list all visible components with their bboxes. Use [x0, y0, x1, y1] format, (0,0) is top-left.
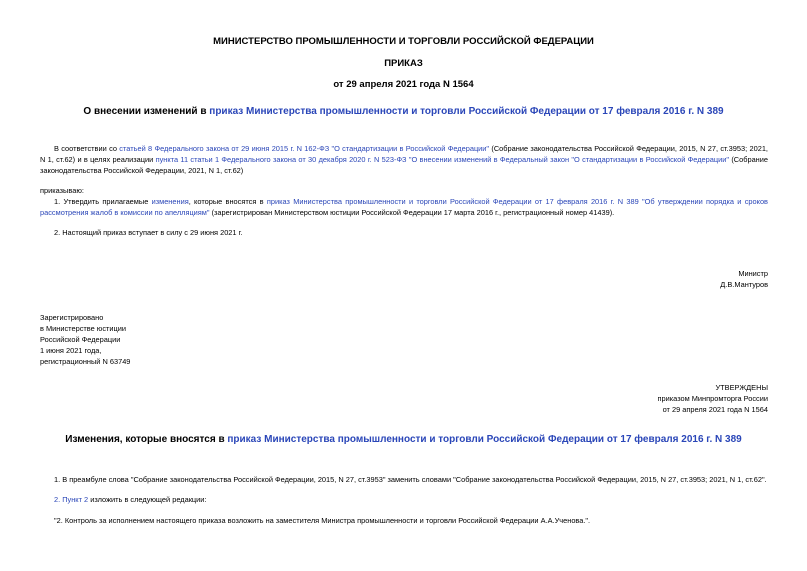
change-2-paragraph — [40, 494, 768, 505]
item-1-text-2: , которые вносятся в — [188, 197, 267, 206]
change-2-link-point-2[interactable]: 2. Пункт 2 — [54, 495, 89, 504]
changes-title-prefix: Изменения, которые вносятся в — [65, 434, 228, 445]
preamble-text-3: (Собрание законодательства Российской Федерации, 2021, N 1, ст.62) — [40, 155, 768, 175]
doc-date-number: от 29 апреля 2021 года N 1564 — [333, 79, 474, 90]
order-word: приказываю: — [40, 186, 84, 195]
changes-title-link[interactable]: приказ Министерства промышленности и торговли Российской Федерации от 17 февраля 2016 г. N 389 — [227, 434, 742, 445]
item-1-text-1: 1. Утвердить прилагаемые — [54, 197, 152, 206]
ministry-heading: МИНИСТЕРСТВО ПРОМЫШЛЕННОСТИ И ТОРГОВЛИ РОССИЙСКОЙ ФЕДЕРАЦИИ — [213, 36, 594, 47]
registration-line-3: Российской Федерации — [40, 335, 121, 344]
preamble-paragraph — [40, 143, 768, 176]
approved-block — [560, 382, 768, 415]
change-3-paragraph: "2. Контроль за исполнением настоящего приказа возложить на заместителя Министра промышленности и торговли Российской Федерации А.А.Ученова.". — [54, 516, 591, 525]
preamble-text-1: В соответствии со — [54, 144, 120, 153]
doc-type-heading: ПРИКАЗ — [384, 58, 423, 69]
approved-line-1: УТВЕРЖДЕНЫ — [715, 383, 768, 392]
registration-line-4: 1 июня 2021 года, — [40, 346, 102, 355]
changes-title — [0, 434, 807, 445]
preamble-link-law-523[interactable]: пункта 11 статьи 1 Федерального закона от 30 декабря 2020 г. N 523-ФЗ "О внесении изменений в Федеральный закон "О стандартизации в Российской Федерации" — [155, 155, 729, 164]
signature-role: Министр — [738, 269, 768, 278]
item-1-link-changes[interactable]: изменения — [151, 197, 189, 206]
doc-title-prefix: О внесении изменений в — [83, 106, 210, 117]
signature-name: Д.В.Мантуров — [720, 280, 768, 289]
registration-line-5: регистрационный N 63749 — [40, 357, 131, 366]
item-1-text-3: (зарегистрирован Министерством юстиции Российской Федерации 17 марта 2016 г., регистрационный номер 41439). — [209, 208, 615, 217]
preamble-text-2: (Собрание законодательства Российской Федерации, 2015, N 27, ст.3953; 2021, N 1, ст.62) и в целях реализации — [40, 144, 768, 164]
doc-title — [0, 106, 807, 117]
preamble-link-law-162[interactable]: статьей 8 Федерального закона от 29 июня 2015 г. N 162-ФЗ "О стандартизации в Российской Федерации" — [119, 144, 490, 153]
approved-line-3: от 29 апреля 2021 года N 1564 — [662, 405, 768, 414]
registration-block — [40, 312, 130, 367]
item-2-paragraph: 2. Настоящий приказ вступает в силу с 29 июня 2021 г. — [54, 228, 243, 237]
item-1-link-order-389[interactable]: приказ Министерства промышленности и торговли Российской Федерации от 17 февраля 2016 г. N 389 "Об утверждении порядка и сроков рассмотрения жалоб в комиссии по апелляциям" — [40, 197, 768, 217]
registration-line-2: в Министерстве юстиции — [40, 324, 127, 333]
item-1-paragraph — [40, 196, 768, 218]
registration-line-1: Зарегистрировано — [40, 313, 104, 322]
change-2-text: изложить в следующей редакции: — [88, 495, 207, 504]
change-1-paragraph: 1. В преамбуле слова "Собрание законодательства Российской Федерации, 2015, N 27, ст.3953" заменить словами "Собрание законодательства Российской Федерации, 2015, N 27, ст.3953; 2021, N 1, ст.62". — [54, 475, 767, 484]
approved-line-2: приказом Минпромторга России — [657, 394, 768, 403]
doc-title-link[interactable]: приказ Министерства промышленности и торговли Российской Федерации от 17 февраля 2016 г. N 389 — [209, 106, 724, 117]
